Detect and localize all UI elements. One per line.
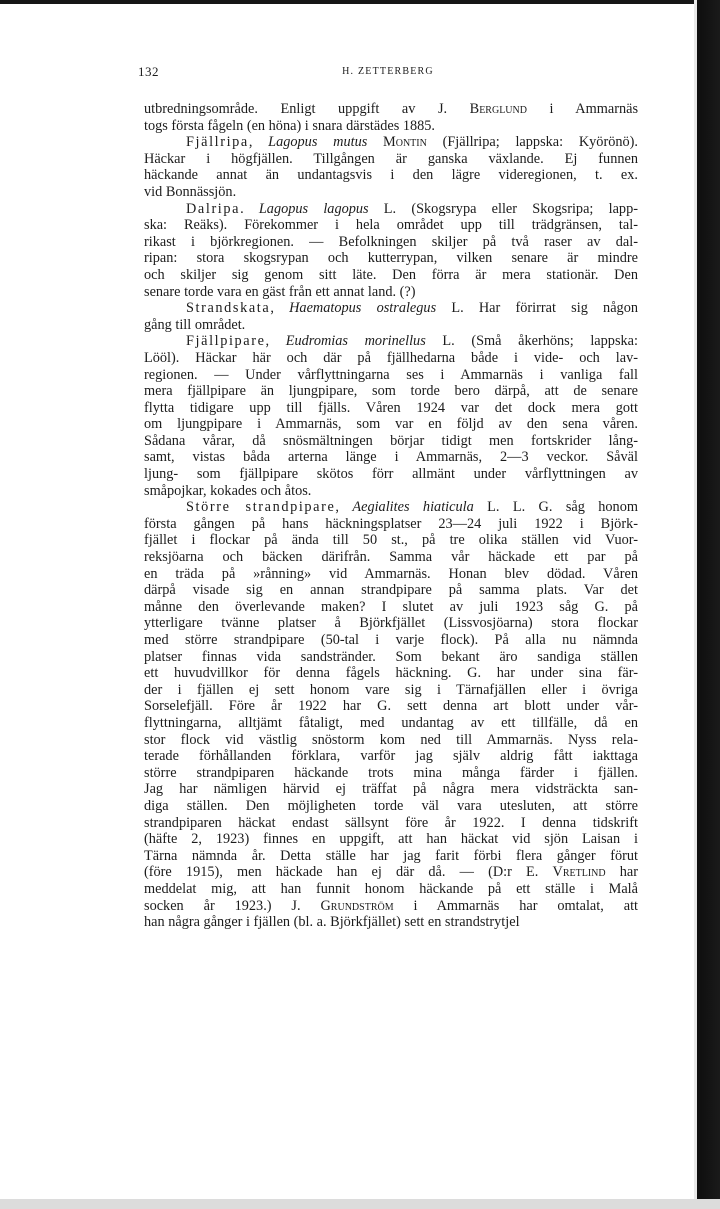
text-line (144, 234, 638, 251)
text-run: meddelat mig, att han funnit honom häckande på ett ställe i Malå (144, 880, 638, 897)
text-line (144, 134, 638, 151)
text-run: L. (Små åkerhöns; lappska: (425, 333, 638, 350)
text-run: (Fjällripa; lappska: Kyörönö). (426, 134, 638, 151)
text-line (144, 300, 638, 317)
text-run: , (335, 499, 353, 516)
text-line (144, 333, 638, 350)
text-run: ska: Reäks). Förekommer i hela området upp till trädgränsen, tal- (144, 217, 638, 234)
text-line (144, 367, 638, 384)
text-line (144, 201, 638, 218)
text-run: fjället i flockar på ända till 50 st., på tre olika ställen vid Vuor- (144, 532, 638, 549)
text-run: ett huvudvillkor för denna fågels häckning. G. har under sina fär- (144, 665, 638, 682)
text-run: senare torde vara en gäst från ett annat land. (?) (144, 283, 416, 300)
text-line (144, 317, 638, 334)
text-run: mera fjällpipare än ljungpipare, som torde bero därpå, att de senare (144, 383, 638, 400)
text-run: och skiljer sig genom sitt läte. Den förra är mera stationär. Den (144, 266, 638, 283)
text-run: socken år 1923.) J. (144, 897, 321, 914)
text-run: utbredningsområde. Enligt uppgift av J. (144, 101, 470, 117)
text-run: han några gånger i fjällen (bl. a. Björkfjället) sett en strandstrytjel (144, 914, 520, 931)
text-run: flyttningarna, alltjämt fåtaligt, med undantag av ett tillfälle, då en (144, 714, 638, 731)
text-line (144, 582, 638, 599)
text-run: en träda på »rånning» vid Ammarnäs. Honan blev dödad. Våren (144, 565, 638, 582)
species-common-name: Större strandpipare (186, 499, 336, 516)
text-line (144, 665, 638, 682)
text-line (144, 383, 638, 400)
text-run: L. L. G. såg honom (473, 499, 638, 516)
text-line (144, 748, 638, 765)
running-head-title: H. ZETTERBERG (342, 66, 434, 77)
text-line (144, 831, 638, 848)
text-run: första gången på hans häckningsplatser 23—24 juli 1922 i Björk- (144, 515, 638, 532)
species-common-name: Fjällpipare (186, 333, 266, 350)
text-line (144, 499, 638, 516)
text-run: småpojkar, kokades och åtos. (144, 482, 312, 499)
text-line (144, 101, 638, 118)
text-run: , (248, 134, 269, 151)
text-line (144, 516, 638, 533)
person-name: Montin (383, 134, 427, 151)
person-name: Berglund (469, 101, 527, 117)
text-line (144, 483, 638, 500)
species-latin-name: Haematopus ostralegus (289, 300, 437, 317)
text-run: togs första fågeln (en höna) i snara därstädes 1885. (144, 117, 436, 134)
text-run: gång till området. (144, 316, 246, 333)
text-run: med större strandpipare (50-tal i varje flock). På alla nu nämnda (144, 632, 638, 648)
text-run: Sådana vårar, då snösmältningen börjar tidigt men fortskrider lång- (144, 432, 638, 449)
text-line (144, 549, 638, 566)
scan-border-right (694, 0, 720, 1209)
text-run: strandpiparen häckat endast sällsynt före år 1922. I denna tidskrift (144, 814, 638, 831)
text-line (144, 682, 638, 699)
text-line (144, 715, 638, 732)
text-line (144, 566, 638, 583)
text-run: diga ställen. Den möjligheten torde väl vara utesluten, att större (144, 797, 638, 814)
text-run: samt, vistas båda arterna länge i Ammarnäs, 2—3 veckor. Såväl (144, 449, 638, 466)
text-line (144, 400, 638, 417)
text-run: Häckar i högfjällen. Tillgången är ganska växlande. Ej funnen (144, 150, 638, 167)
text-line (144, 250, 638, 267)
text-line (144, 815, 638, 832)
scan-border-bottom (0, 1199, 720, 1209)
text-line (144, 416, 638, 433)
text-line (144, 732, 638, 749)
text-run: der i fjällen ej sett honom vare sig i Tärnafjällen eller i övriga (144, 681, 638, 698)
text-line (144, 615, 638, 632)
body-text (144, 101, 638, 931)
text-run: ljung- som fjällpipare skötos förr allmänt under vårflyttningen av (144, 466, 638, 483)
text-line (144, 765, 638, 782)
text-run: vid Bonnässjön. (144, 183, 237, 200)
text-run: flytta tidigare upp till fjälls. Våren 1924 var det dock mera gott (144, 399, 638, 416)
text-line (144, 433, 638, 450)
text-run: därpå visade sig en annan strandpipare på samma plats. Var det (144, 582, 638, 599)
text-run: i Ammarnäs har omtalat, att (393, 897, 639, 914)
person-name: Grundström (320, 897, 394, 914)
text-run: L. Har förirrat sig någon (436, 300, 638, 317)
text-line (144, 698, 638, 715)
person-name: Vretlind (552, 864, 606, 881)
text-line (144, 466, 638, 483)
text-run: ripan: stora skogsrypan och kutterrypan, vilken senare är mindre (144, 250, 638, 267)
text-run: L. (Skogsrypa eller Skogsripa; lapp- (368, 200, 638, 217)
text-line (144, 599, 638, 616)
species-latin-name: Lagopus lagopus (258, 200, 369, 217)
text-run: regionen. — Under vårflyttningarna ses i Ammarnäs i vanliga fall (144, 366, 638, 383)
text-run: har (605, 864, 638, 881)
text-line (144, 649, 638, 666)
text-line (144, 350, 638, 367)
text-line (144, 449, 638, 466)
species-common-name: Strandskata (186, 300, 271, 317)
text-run: (före 1915), men häckade han ej där då. — (D:r E. (144, 864, 553, 881)
scan-border-top (0, 0, 720, 4)
text-line (144, 864, 638, 881)
species-latin-name: Aegialites hiaticula (352, 499, 474, 516)
text-run: rikast i björkregionen. — Befolkningen skiljer på två raser av dal- (144, 233, 638, 250)
text-line (144, 167, 638, 184)
text-run: månne den överlevande maken? I slutet av juli 1923 såg G. på (144, 598, 638, 615)
text-line (144, 267, 638, 284)
text-line (144, 118, 638, 135)
species-latin-name: Lagopus mutus (268, 134, 368, 151)
text-line (144, 632, 638, 649)
species-common-name: Dalripa (186, 200, 241, 217)
species-common-name: Fjällripa (186, 134, 249, 151)
text-run: ytterligare tvänne platser å Björkfjället (Lissvosjöarna) stora flockar (144, 615, 638, 632)
text-line (144, 914, 638, 931)
text-run: stor flock vid västlig snöstorm kom ned till Ammarnäs. Nyss rela- (144, 731, 638, 748)
text-line (144, 532, 638, 549)
page-number: 132 (138, 64, 159, 79)
text-line (144, 898, 638, 915)
text-line (144, 881, 638, 898)
text-run: platser finnas vida sandstränder. Som bekant äro sandiga ställen (144, 648, 638, 665)
text-line (144, 848, 638, 865)
species-latin-name: Eudromias morinellus (285, 333, 426, 350)
text-run: Sorselefjäll. Före år 1922 har G. sett denna art blott under vår- (144, 698, 638, 715)
text-run: terade förhållanden förklara, varför jag själv aldrig fått iakttaga (144, 748, 638, 765)
text-line (144, 781, 638, 798)
text-line (144, 184, 638, 201)
text-line (144, 798, 638, 815)
text-run: Lööl). Häckar här och där på fjällhedarna både i vide- och lav- (144, 349, 638, 366)
text-run: (häfte 2, 1923) finnes en uppgift, att han häckat vid sjön Laisan i (144, 831, 638, 848)
text-run: . (240, 200, 259, 217)
text-line (144, 151, 638, 168)
text-run: häckande annat än undantagsvis i den lägre videregionen, t. ex. (144, 167, 638, 184)
text-run: i Ammarnäs (526, 101, 639, 117)
text-run: större strandpiparen häckande trots mina många färder i fjällen. (144, 764, 638, 781)
text-run: Tärna nämnda år. Detta ställe har jag farit förbi flera gånger förut (144, 847, 638, 864)
text-run: om ljungpipare i Ammarnäs, som var en följd av den sena våren. (144, 416, 638, 433)
text-run: Jag har nämligen härvid ej träffat på några mera vidsträckta san- (144, 781, 638, 798)
text-line (144, 217, 638, 234)
text-run (367, 134, 383, 150)
text-run: , (265, 333, 286, 350)
running-head (138, 64, 638, 84)
text-run: reksjöarna och bäcken därifrån. Samma vår häckade ett par på (144, 549, 638, 566)
text-line (144, 284, 638, 301)
text-run: , (270, 300, 290, 317)
